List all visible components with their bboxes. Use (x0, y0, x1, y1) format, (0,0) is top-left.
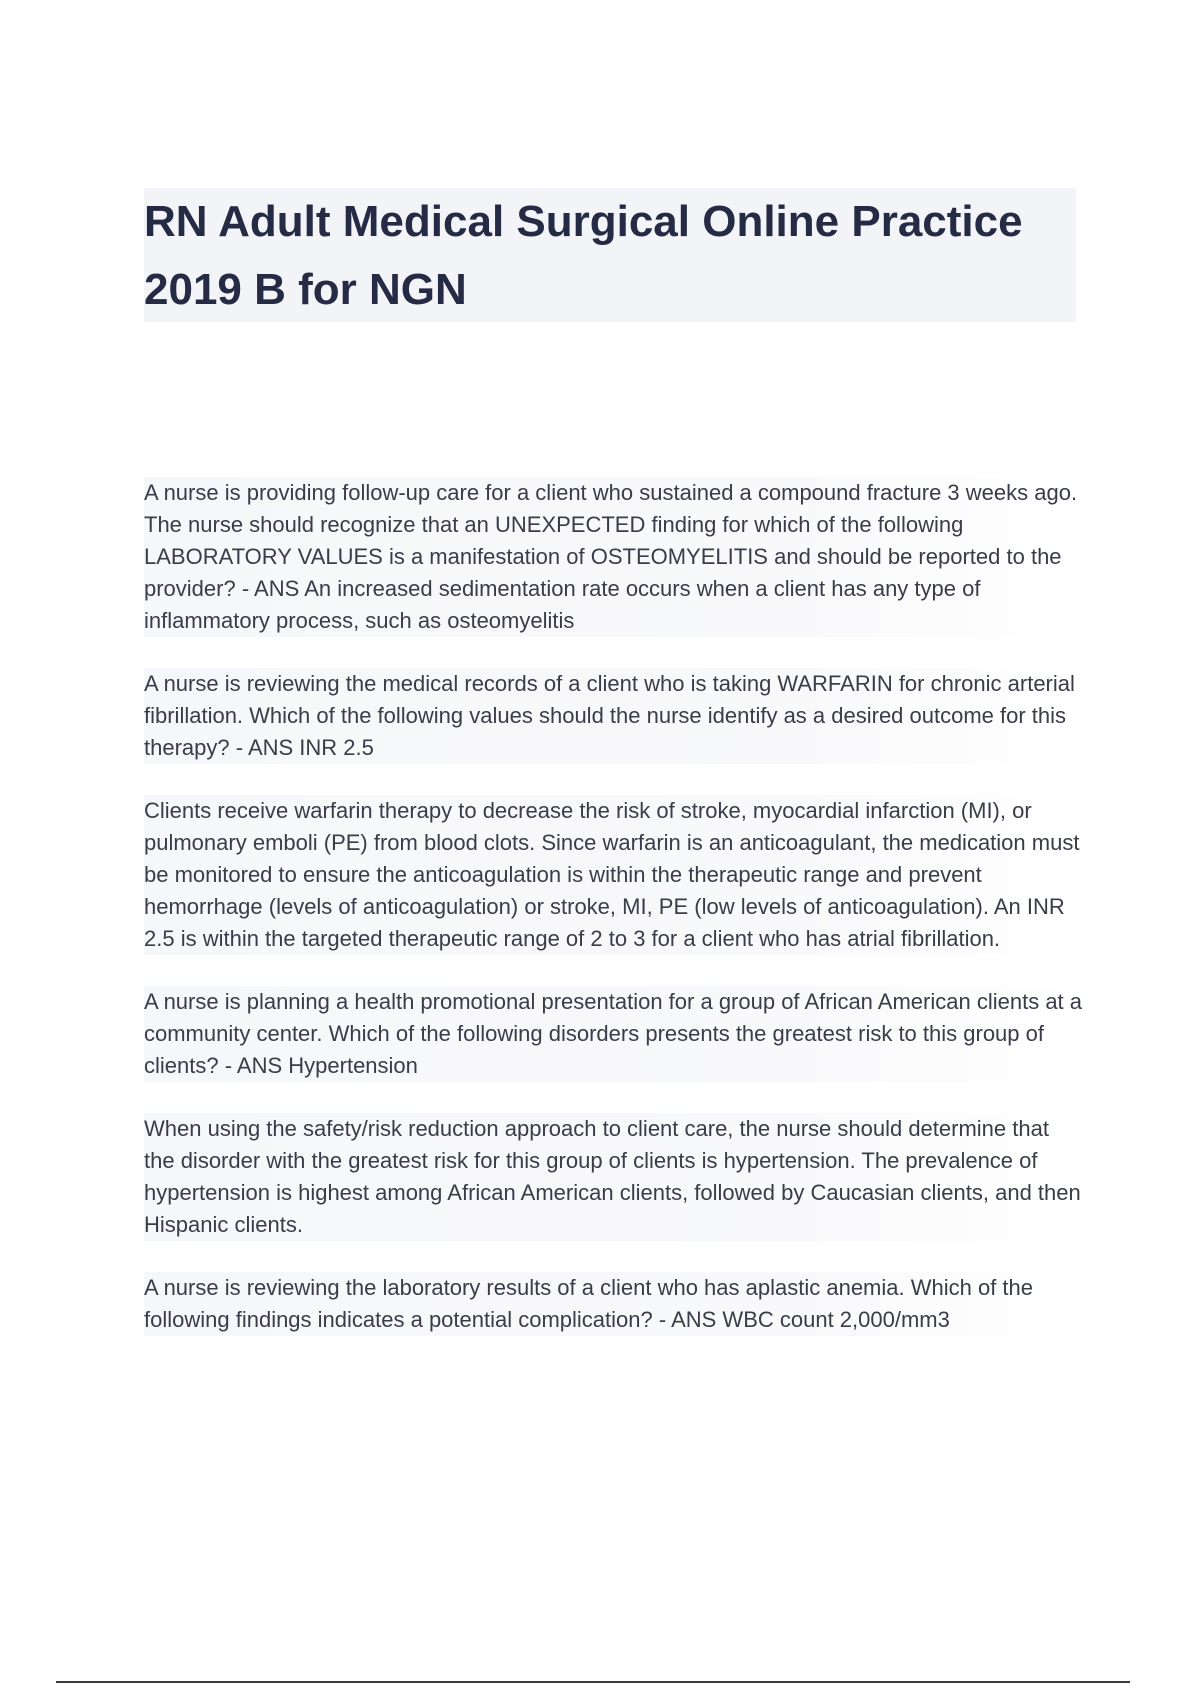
rationale-warfarin: Clients receive warfarin therapy to decrease the risk of stroke, myocardial infarction (MI), or pulmonary emboli (PE) from blood clots. Since warfarin is an anticoagulant, the medication must be monitored to ensure the anticoagulation is within the therapeutic range and prevent hemorrhage (levels of anticoagulation) or stroke, MI, PE (low levels of anticoagulation). An INR 2.5 is within the targeted therapeutic range of 2 to 3 for a client who has atrial fibrillation. (144, 795, 1084, 955)
footer-divider (56, 1681, 1130, 1683)
document-body (144, 477, 1084, 1336)
title-block (144, 188, 1076, 322)
question-aplastic-anemia: A nurse is reviewing the laboratory results of a client who has aplastic anemia. Which of the following findings indicates a potential complication? - ANS WBC count 2,000/mm3 (144, 1272, 1084, 1336)
rationale-hypertension: When using the safety/risk reduction approach to client care, the nurse should determine that the disorder with the greatest risk for this group of clients is hypertension. The prevalence of hypertension is highest among African American clients, followed by Caucasian clients, and then Hispanic clients. (144, 1113, 1084, 1241)
page-title: RN Adult Medical Surgical Online Practice 2019 B for NGN (144, 197, 1023, 314)
question-osteomyelitis: A nurse is providing follow-up care for a client who sustained a compound fracture 3 weeks ago. The nurse should recognize that an UNEXPECTED finding for which of the following LABORATORY VALUES is a manifestation of OSTEOMYELITIS and should be reported to the provider? - ANS An increased sedimentation rate occurs when a client has any type of inflammatory process, such as osteomyelitis (144, 477, 1084, 637)
question-hypertension: A nurse is planning a health promotional presentation for a group of African American clients at a community center. Which of the following disorders presents the greatest risk to this group of clients? - ANS Hypertension (144, 986, 1084, 1082)
question-warfarin: A nurse is reviewing the medical records of a client who is taking WARFARIN for chronic arterial fibrillation. Which of the following values should the nurse identify as a desired outcome for this therapy? - ANS INR 2.5 (144, 668, 1084, 764)
